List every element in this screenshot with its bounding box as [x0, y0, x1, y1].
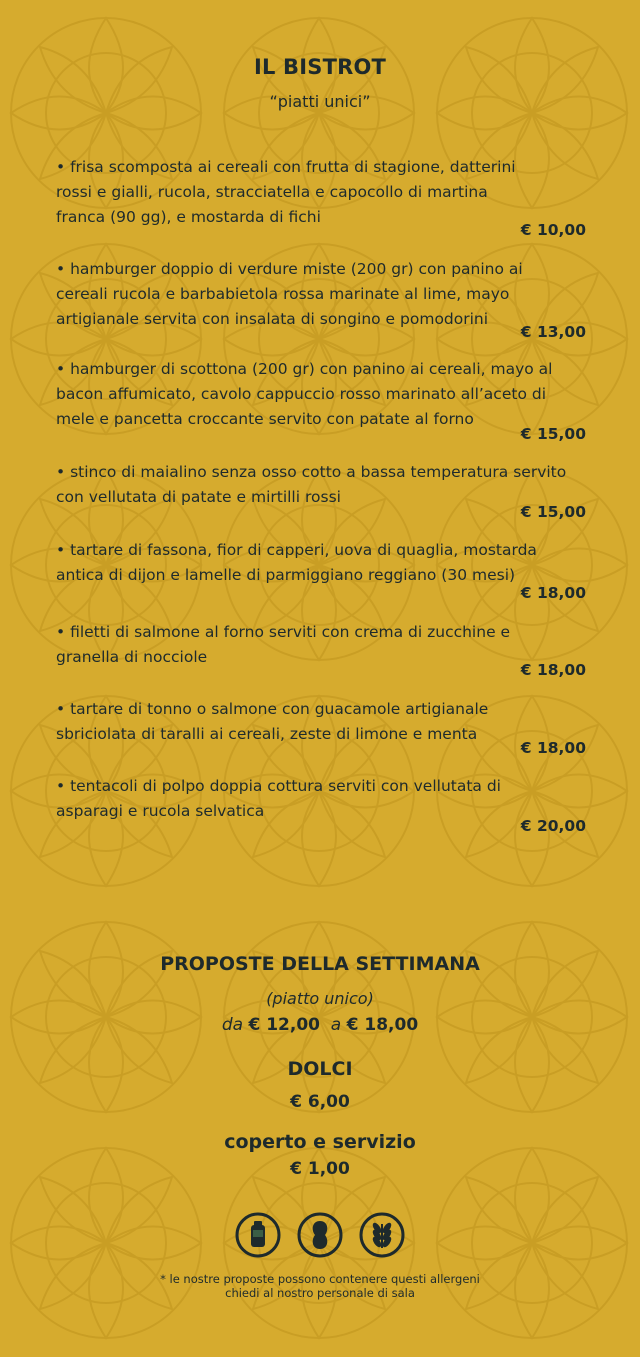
bottle-icon: [235, 1212, 281, 1258]
menu-item: [56, 697, 586, 757]
menu-item: [56, 357, 586, 443]
item-price: € 20,00: [520, 817, 586, 835]
menu-item: [56, 257, 586, 341]
allergen-icons: [0, 1212, 640, 1258]
coperto-title: coperto e servizio: [224, 1131, 416, 1153]
menu-item: [56, 155, 586, 239]
dolci-title: DOLCI: [287, 1058, 353, 1080]
item-description: • tartare di tonno o salmone con guacamole artigianale sbriciolata di taralli ai cereali, zeste di limone e menta: [56, 700, 489, 743]
item-description: • tartare di fassona, fior di capperi, uova di quaglia, mostarda antica di dijon e lamelle di parmiggiano reggiano (30 mesi): [56, 541, 537, 584]
range-to-label: a: [330, 1015, 342, 1035]
menu-subtitle: “piatti unici”: [269, 92, 371, 111]
item-description: • filetti di salmone al forno serviti con crema di zucchine e granella di nocciole: [56, 623, 511, 666]
item-description: • stinco di maialino senza osso cotto a bassa temperatura servito con vellutata di patate e mirtilli rossi: [56, 463, 567, 506]
menu-title: IL BISTROT: [253, 55, 387, 79]
proposte-price-range: [0, 1015, 640, 1035]
menu-item: [56, 774, 586, 835]
item-description: • hamburger doppio di verdure miste (200 gr) con panino ai cereali rucola e barbabietola rossa marinate al lime, mayo artigianale servita con insalata di songino e pomodorini: [56, 260, 523, 328]
item-price: € 15,00: [520, 503, 586, 521]
menu-item: [56, 620, 586, 679]
item-description: • frisa scomposta ai cereali con frutta di stagione, datterini rossi e gialli, rucola, stracciatella e capocollo di martina franca (90 gg), e mostarda di fichi: [56, 158, 516, 226]
item-price: € 10,00: [520, 221, 586, 239]
item-price: € 18,00: [520, 739, 586, 757]
item-description: • tentacoli di polpo doppia cottura serviti con vellutata di asparagi e rucola selvatica: [56, 777, 501, 820]
item-description: • hamburger di scottona (200 gr) con panino ai cereali, mayo al bacon affumicato, cavolo cappuccio rosso marinato all’aceto di mele e pancetta croccante servito con patate al forno: [56, 360, 553, 428]
range-from-label: da: [221, 1015, 244, 1035]
menu-item: [56, 538, 586, 602]
menu-item: [56, 460, 586, 521]
range-to-price: € 18,00: [346, 1015, 419, 1035]
wheat-icon: [359, 1212, 405, 1258]
item-price: € 18,00: [520, 584, 586, 602]
coperto-price: € 1,00: [290, 1159, 350, 1179]
proposte-title: PROPOSTE DELLA SETTIMANA: [160, 953, 480, 975]
dolci-price: € 6,00: [290, 1092, 350, 1112]
item-price: € 18,00: [520, 661, 586, 679]
staff-note: chiedi al nostro personale di sala: [225, 1286, 415, 1300]
proposte-note: (piatto unico): [266, 989, 374, 1008]
peanut-icon: [297, 1212, 343, 1258]
item-price: € 13,00: [520, 323, 586, 341]
allergen-note: * le nostre proposte possono contenere questi allergeni: [160, 1272, 480, 1286]
item-price: € 15,00: [520, 425, 586, 443]
range-from-price: € 12,00: [248, 1015, 320, 1035]
